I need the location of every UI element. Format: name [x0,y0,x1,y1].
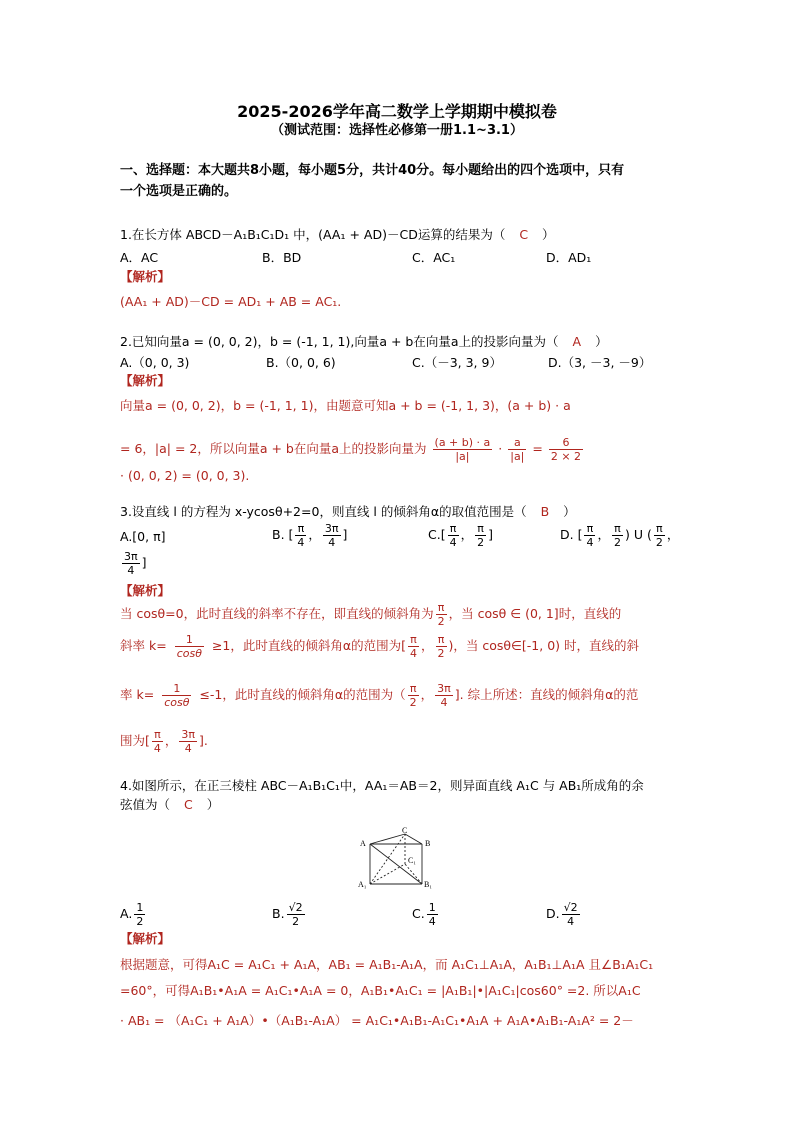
q3-c-frac1-num: π [448,522,459,536]
q3-sol1-frac-num: π [436,601,447,615]
q3-sol4-frac2-den: 4 [184,742,192,755]
q3-option-d: D. [ $\frac{\pi}{4}$ ， $\frac{\pi}{2}$ ) U ( $\frac{\pi}{2}$ ， [560,522,680,549]
q3-option-a: A.[0, π] [120,529,166,544]
q3-option-c-label: C.[ [428,527,446,542]
q4-option-d [546,901,582,928]
q3-sol2-b: ≥1，此时直线的倾斜角α的范围为[ [211,638,406,653]
q4-a-den: 2 [136,915,144,928]
q3-sol4-frac2-num: 3π [181,728,196,741]
q3-sol2-c: )，当 cosθ∈[-1, 0) 时，直线的斜 [448,638,640,653]
q3-sol3-k-den: cosθ [164,696,190,709]
q4-option-a-label: A. [120,906,133,921]
q3-sol4-b: ]. [199,733,208,748]
q4-stem-line2-text: 弦值为（ [120,797,171,812]
q3-sol2-a: 斜率 k= [120,638,167,653]
q1-answer: C [519,227,529,242]
q3-solution-line4: 围为[ $\frac{\pi}{4}$ ， $\frac{3\pi}{4}$ ]. [120,728,208,755]
q2-stem [120,334,608,350]
q4-option-c-label: C. [412,906,425,921]
q4-d-den: 4 [567,915,575,928]
q2-equals: = [532,441,543,456]
q3-option-b-label: B. [ [272,527,294,542]
q3-sol1-a: 当 cosθ=0，此时直线的斜率不存在，即直线的倾斜角为 [120,606,434,621]
q3-sol2-frac1-num: π [408,633,419,647]
q3-sol1-b: ，当 cosθ ∈ (0, 1]时，直线的 [448,606,622,621]
q3-answer: B [540,504,550,519]
q3-sol3-c: ]. 综上所述：直线的倾斜角α的范 [454,687,639,702]
q3-sol4-a: 围为[ [120,733,150,748]
q3-sol3-frac2-num: 3π [437,682,451,695]
q4-stem-line2 [120,797,219,813]
q2-dot: · [498,441,503,456]
q3-sol3-frac1-den: 2 [409,696,417,709]
section-heading-line2: 一个选项是正确的。 [120,184,238,199]
fig-label-b1: B₁ [424,880,433,889]
q3-sol2-k-num: 1 [175,633,204,647]
q3-sol3-b: ≤-1，此时直线的倾斜角α的范围为（ [199,687,406,702]
section-heading-line1: 一、选择题：本大题共8小题，每小题5分，共计40分。每小题给出的四个选项中，只有 [120,163,625,178]
q2-analysis-label: 【解析】 [120,373,171,388]
q3-stem-text: 3.设直线 l 的方程为 x-ycosθ+2=0，则直线 l 的倾斜角α的取值范围是（ [120,504,527,519]
q1-option-b: B．BD [262,250,302,265]
q3-sol2-k-den: cosθ [176,647,202,660]
q3-b-frac1-den: 4 [297,536,305,549]
q3-option-d-label: D. [ [560,527,583,542]
q3-sol3-k-num: 1 [162,682,191,696]
q3-solution-line3: 率 k= $\frac{1}{\cos\theta}$ ≤-1，此时直线的倾斜角α的范围为（ $\frac{\pi}{2}$ ， $\frac{3\pi}{4}$ ]. 综上所述：直线的倾斜角α的范 [120,682,639,709]
q2-fraction-1-num: (a + b) · a [434,436,491,449]
q2-fraction-2 [508,436,526,463]
q1-solution: (AA₁ + AD)－CD = AD₁ + AB = AC₁. [120,294,342,309]
q4-stem-line1: 4.如图所示，在正三棱柱 ABC－A₁B₁C₁中，AA₁＝AB＝2，则异面直线 A₁C 与 AB₁所成角的余 [120,778,644,793]
q3-option-d-continued: $\frac{3\pi}{4}$ ] [124,550,147,577]
q4-option-c [412,901,440,928]
q2-option-a: A.（0, 0, 3) [120,355,190,370]
q1-stem-text: 1.在长方体 ABCD－A₁B₁C₁D₁ 中，(AA₁ + AD)－CD运算的结果为（ [120,227,506,242]
q4-solution-line3: · AB₁ = （A₁C₁ + A₁A）•（A₁B₁-A₁A） = A₁C₁•A₁B₁-A₁C₁•A₁A + A₁A•A₁B₁-A₁A² = 2－ [120,1013,634,1028]
q4-d-num: √2 [563,901,578,914]
q3-c-frac2-num: π [475,522,486,536]
q3-solution-line1 [120,601,621,628]
page-title: 2025-2026学年高二数学上学期期中模拟卷 [237,102,557,121]
q4-analysis-label: 【解析】 [120,931,171,946]
q3-sol1-frac-den: 2 [437,615,445,628]
q2-answer: A [572,334,582,349]
q3-b-frac2-den: 4 [328,536,336,549]
q4-a-num: 1 [136,901,144,914]
q4-b-den: 2 [292,915,300,928]
q2-fraction-1 [433,436,493,463]
q3-sol3-frac2-den: 4 [440,696,448,709]
q3-sol4-frac1-num: π [152,728,163,742]
q2-fraction-2-den: |a| [510,450,525,463]
q2-fraction-3 [549,436,583,463]
q2-stem-end: ） [595,334,608,349]
q3-sol2-frac1-den: 4 [409,647,417,660]
q3-c-frac1-den: 4 [449,536,457,549]
q4-solution-line2: =60°，可得A₁B₁•A₁A = A₁C₁•A₁A = 0，A₁B₁•A₁C₁ = |A₁B₁|•|A₁C₁|cos60° =2. 所以A₁C [120,983,641,998]
q3-b-frac2-num: 3π [324,522,339,535]
q3-d-frac1-den: 4 [586,536,594,549]
q4-b-num: √2 [288,901,303,914]
q4-option-d-label: D. [546,906,560,921]
q1-analysis-label: 【解析】 [120,269,171,284]
q2-fraction-3-den: 2 × 2 [550,450,582,463]
q3-solution-line2: 斜率 k= $\frac{1}{\cos\theta}$ ≥1，此时直线的倾斜角α的范围为[ $\frac{\pi}{4}$ ， $\frac{\pi}{2}$ )，当 cosθ∈[-1, 0) 时，直线的斜 [120,633,640,660]
q3-d-frac2-den: 2 [613,536,621,549]
q4-c-num: 1 [428,901,436,914]
q1-option-d: D．AD₁ [546,250,592,265]
fig-label-a1: A₁ [358,880,367,889]
q2-solution-line2-text: = 6，|a| = 2，所以向量a + b在向量a上的投影向量为 [120,441,427,456]
q4-solution-line1: 根据题意，可得A₁C = A₁C₁ + A₁A，AB₁ = A₁B₁-A₁A，而 A₁C₁⊥A₁A，A₁B₁⊥A₁A 且∠B₁A₁C₁ [120,957,654,972]
q1-stem [120,227,555,243]
q3-sol2-frac2-den: 2 [437,647,445,660]
q2-option-c: C.（－3, 3, 9） [412,355,502,370]
q3-option-b: B. [ $\frac{\pi}{4}$ ， $\frac{3\pi}{4}$ ] [272,522,348,549]
fig-label-b: B [425,839,431,848]
fig-label-c: C [402,826,408,835]
q1-stem-end: ） [542,227,555,242]
q2-fraction-1-den: |a| [455,450,470,463]
q3-stem [120,504,576,520]
q3-b-frac1-num: π [295,522,306,536]
q3-sol3-a: 率 k= [120,687,155,702]
q3-option-c: C.[ $\frac{\pi}{4}$ ， $\frac{\pi}{2}$ ] [428,522,493,549]
q2-stem-text: 2.已知向量a = (0, 0, 2)，b = (-1, 1, 1),向量a + b在向量a上的投影向量为（ [120,334,559,349]
q2-fraction-2-num: a [508,436,526,450]
q3-stem-end: ） [563,504,576,519]
q3-sol2-frac2-num: π [436,633,447,647]
q4-option-a [120,901,147,928]
q3-d-frac4-num: 3π [124,550,138,563]
q1-option-c: C．AC₁ [412,250,456,265]
q2-solution-line1: 向量a = (0, 0, 2)，b = (-1, 1, 1)，由题意可知a + b = (-1, 1, 3)，(a + b) · a [120,398,571,413]
q2-fraction-3-num: 6 [549,436,583,450]
q2-option-d: D.（3, －3, －9） [548,355,652,370]
q4-c-den: 4 [428,915,436,928]
q2-solution-line2 [120,436,585,463]
fig-label-c1: C₁ [408,856,417,865]
q4-option-b-label: B. [272,906,285,921]
q4-option-b [272,901,307,928]
q3-d-frac3-den: 2 [655,536,663,549]
q3-d-frac3-num: π [654,522,665,536]
q4-answer: C [184,797,193,812]
q3-d-frac2-num: π [612,522,623,536]
q1-option-a: A．AC [120,250,159,265]
q3-d-frac1-num: π [584,522,595,536]
fig-label-a: A [360,839,366,848]
q3-analysis-label: 【解析】 [120,583,171,598]
page-subtitle: （测试范围：选择性必修第一册1.1~3.1） [271,123,523,138]
q3-sol3-frac1-num: π [408,682,419,696]
q2-option-b: B.（0, 0, 6) [266,355,336,370]
q3-sol4-frac1-den: 4 [153,742,161,755]
q3-c-frac2-den: 2 [477,536,485,549]
q4-stem-end: ） [206,797,220,812]
q2-solution-line3: · (0, 0, 2) = (0, 0, 3). [120,468,250,483]
q3-d-frac4-den: 4 [127,564,135,577]
